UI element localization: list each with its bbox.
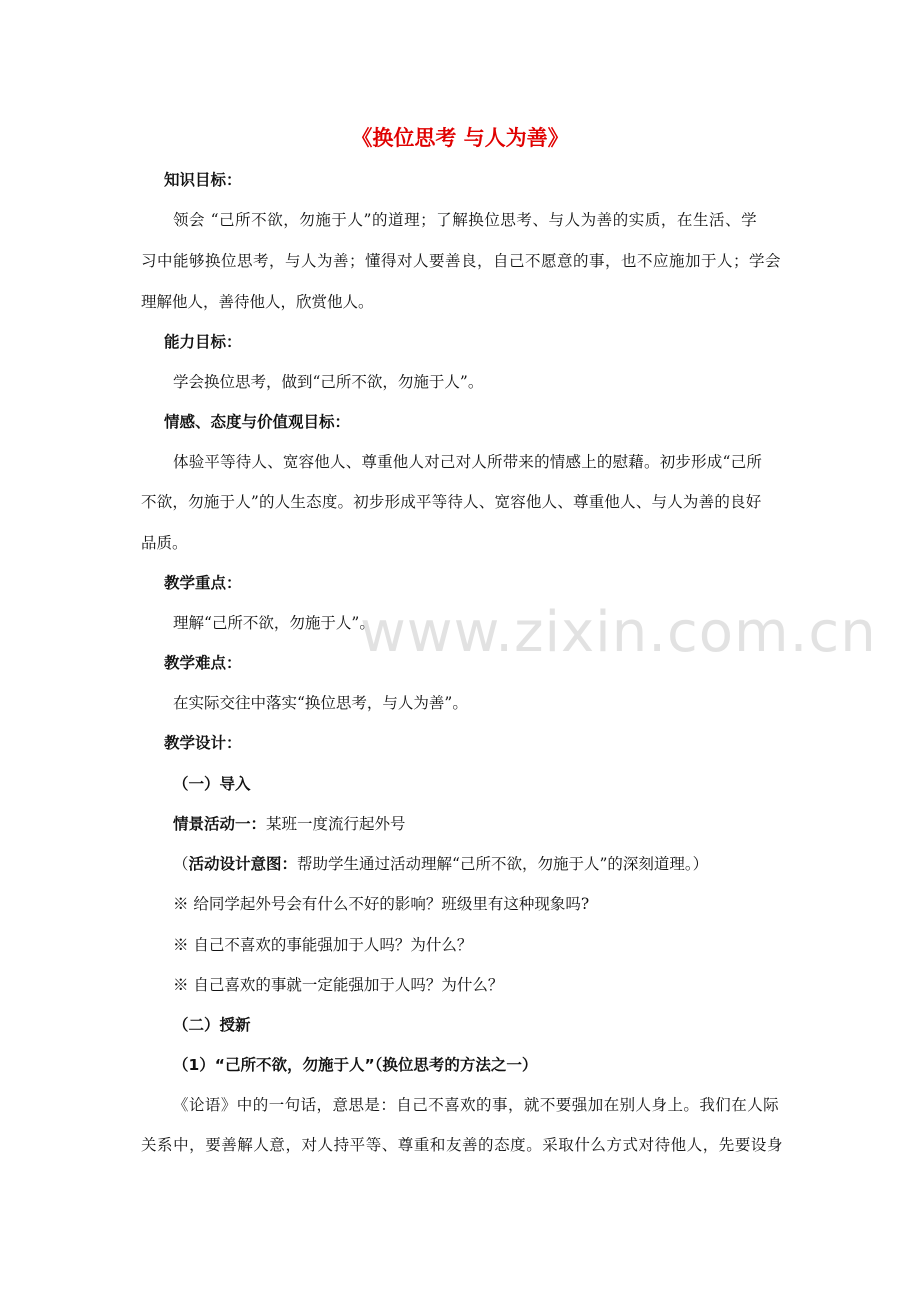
intent-label: 活动设计意图： <box>188 855 298 873</box>
key-point-line: 理解“己所不欲，勿施于人”。 <box>173 614 375 632</box>
ability-line: 学会换位思考，做到“己所不欲，勿施于人”。 <box>173 373 484 391</box>
emotion-line-3: 品质。 <box>141 534 188 552</box>
emotion-line-1: 体验平等待人、宽容他人、尊重他人对己对人所带来的情感上的慰藉。初步形成“己所 <box>173 453 763 471</box>
activity-text: 某班一度流行起外号 <box>266 815 406 833</box>
key-point-heading: 教学重点： <box>164 574 242 592</box>
new-heading: （二）授新 <box>173 1016 251 1034</box>
emotion-line-2: 不欲，勿施于人”的人生态度。初步形成平等待人、宽容他人、尊重他人、与人为善的良好 <box>141 493 762 511</box>
intent-text: 帮助学生通过活动理解“己所不欲，勿施于人”的深刻道理。） <box>297 855 709 873</box>
ability-heading: 能力目标： <box>164 333 242 351</box>
difficulty-heading: 教学难点： <box>164 654 242 672</box>
watermark-logo: www.zixin.com.cn <box>360 600 877 665</box>
intent-open: （ <box>173 855 189 873</box>
question-3: ※ 自己喜欢的事就一定能强加于人吗？为什么？ <box>173 976 504 994</box>
intro-heading: （一）导入 <box>173 775 251 793</box>
body-line-1: 《论语》中的一句话，意思是：自己不喜欢的事，就不要强加在别人身上。我们在人际 <box>173 1096 780 1114</box>
activity-label: 情景活动一： <box>173 815 267 833</box>
knowledge-heading: 知识目标： <box>164 171 242 189</box>
emotion-heading: 情感、态度与价值观目标： <box>164 413 351 431</box>
knowledge-line-1: 领会 “己所不欲，勿施于人”的道理；了解换位思考、与人为善的实质，在生活、学 <box>173 211 758 229</box>
design-heading: 教学设计： <box>164 734 242 752</box>
difficulty-line: 在实际交往中落实“换位思考，与人为善”。 <box>173 694 468 712</box>
question-2: ※ 自己不喜欢的事能强加于人吗？为什么？ <box>173 936 473 954</box>
knowledge-line-3: 理解他人，善待他人，欣赏他人。 <box>141 293 374 311</box>
sub-heading: （1）“己所不欲，勿施于人”（换位思考的方法之一） <box>173 1056 538 1074</box>
activity-line <box>173 814 406 834</box>
knowledge-line-2: 习中能够换位思考，与人为善；懂得对人要善良，自己不愿意的事，也不应施加于人；学会 <box>141 252 782 270</box>
question-1: ※ 给同学起外号会有什么不好的影响？班级里有这种现象吗? <box>173 895 590 913</box>
intent-line <box>173 854 708 874</box>
document-title: 《换位思考 与人为善》 <box>351 126 569 150</box>
body-line-2: 关系中，要善解人意，对人持平等、尊重和友善的态度。采取什么方式对待他人，先要设身 <box>141 1136 784 1154</box>
